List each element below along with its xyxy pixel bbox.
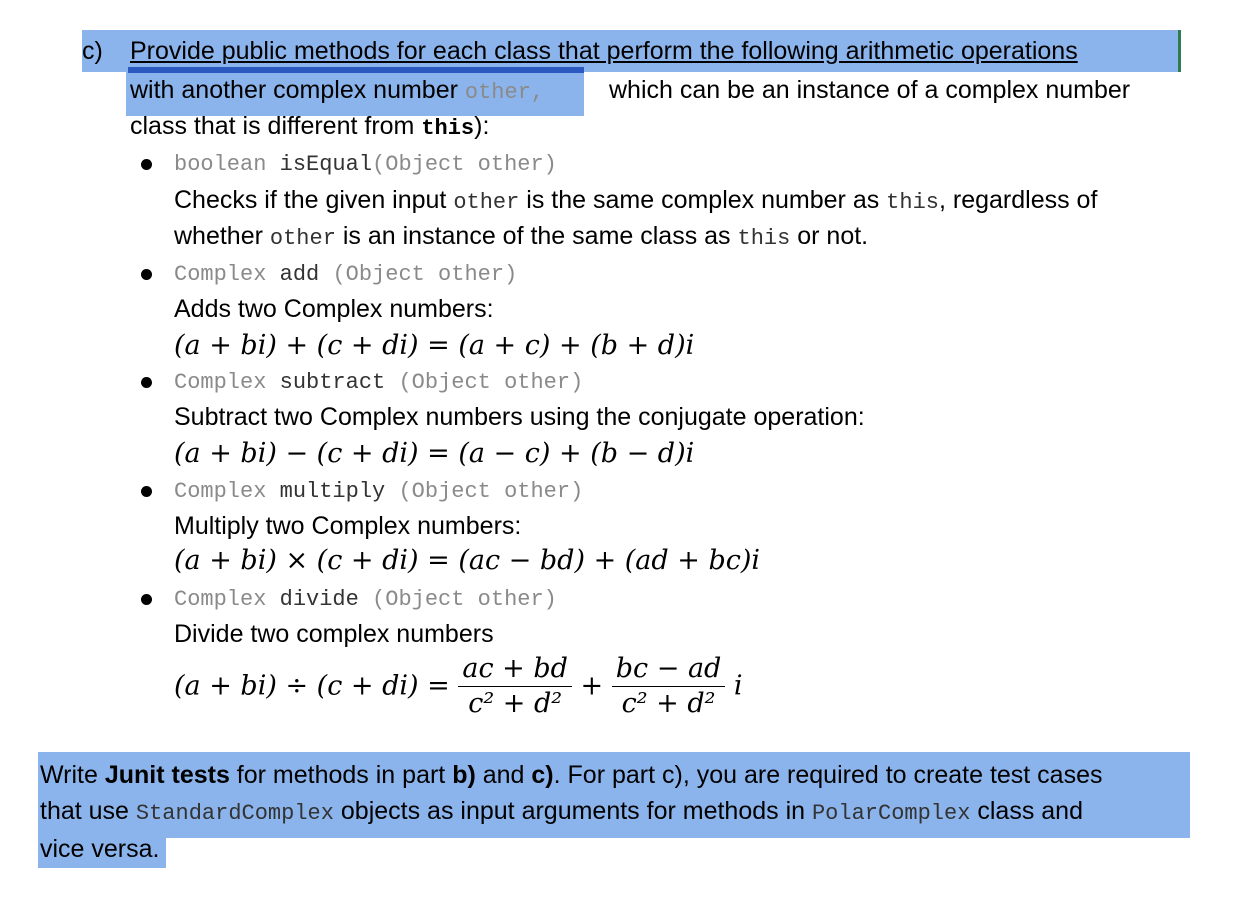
- bullet-icon: [141, 594, 152, 605]
- method-signature-isequal: boolean isEqual(Object other): [174, 152, 557, 177]
- junit-line-3: vice versa.: [40, 835, 160, 863]
- method-signature-divide: Complex divide (Object other): [174, 587, 557, 612]
- subtract-formula: (a + bi) − (c + di) = (a − c) + (b − d)i: [174, 438, 695, 469]
- divide-fraction-real: $\frac{ac + bd}{\text{c² + d²}}$: [458, 652, 572, 721]
- junit-line-2: that use StandardComplex objects as input arguments for methods in PolarComplex class and: [40, 797, 1083, 826]
- part-c-label: c): [82, 37, 103, 65]
- bullet-icon: [141, 159, 152, 170]
- subtract-desc: Subtract two Complex numbers using the conjugate operation:: [174, 403, 865, 431]
- bullet-icon: [141, 486, 152, 497]
- divide-desc: Divide two complex numbers: [174, 620, 494, 648]
- dark-underline: [128, 67, 584, 73]
- junit-line-1: Write Junit tests for methods in part b) and c). For part c), you are required to create test cases: [40, 761, 1103, 789]
- divide-fraction-imag: $\frac{bc - ad}{\text{c² + d²}}$: [612, 652, 726, 721]
- add-formula: (a + bi) + (c + di) = (a + c) + (b + d)i: [174, 330, 695, 361]
- divide-formula: (a + bi) ÷ (c + di) = $\frac{ac + bd}{\text{c² + d²}}$ + $\frac{bc - ad}{\text{c² + d²}}$ i: [174, 653, 743, 719]
- isequal-desc-line-2: whether other is an instance of the same class as this or not.: [174, 222, 869, 251]
- text-cursor: [1178, 30, 1181, 72]
- intro-line-2: with another complex number other,: [130, 76, 545, 105]
- method-signature-subtract: Complex subtract (Object other): [174, 370, 584, 395]
- intro-line-2-end: which can be an instance of a complex number: [609, 76, 1131, 104]
- intro-line-1: Provide public methods for each class that perform the following arithmetic operations: [130, 37, 1078, 65]
- add-desc: Adds two Complex numbers:: [174, 295, 494, 323]
- method-signature-multiply: Complex multiply (Object other): [174, 479, 584, 504]
- multiply-formula: (a + bi) × (c + di) = (ac − bd) + (ad + bc)i: [174, 545, 761, 576]
- multiply-desc: Multiply two Complex numbers:: [174, 512, 522, 540]
- bullet-icon: [141, 269, 152, 280]
- method-signature-add: Complex add (Object other): [174, 262, 518, 287]
- bullet-icon: [141, 377, 152, 388]
- isequal-desc-line-1: Checks if the given input other is the same complex number as this, regardless of: [174, 186, 1098, 215]
- intro-line-3: class that is different from this):: [130, 112, 490, 141]
